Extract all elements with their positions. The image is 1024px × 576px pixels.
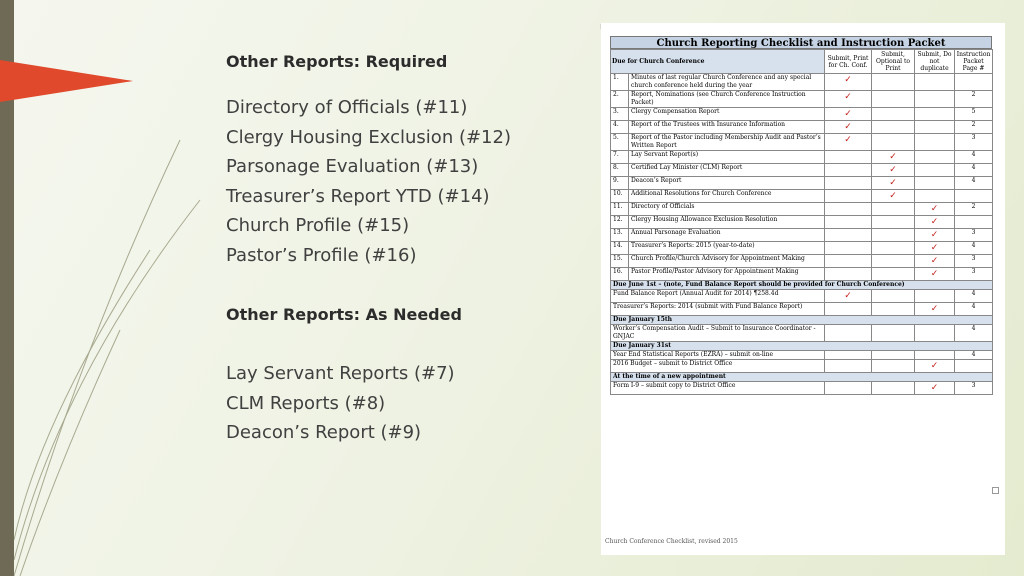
table-row — [611, 290, 993, 303]
check-cell: ✓ — [825, 74, 872, 91]
check-cell — [872, 290, 915, 303]
required-item: Parsonage Evaluation (#13) — [226, 156, 479, 177]
row-number: 15. — [611, 255, 629, 268]
check-cell — [872, 134, 915, 151]
row-number: 11. — [611, 203, 629, 216]
check-cell — [872, 242, 915, 255]
table-row — [611, 121, 993, 134]
check-cell — [872, 121, 915, 134]
section-header: Due January 15th — [611, 316, 993, 325]
check-cell — [825, 303, 872, 316]
check-cell: ✓ — [825, 91, 872, 108]
resize-handle[interactable] — [992, 487, 999, 494]
check-cell — [872, 360, 915, 373]
row-number: 16. — [611, 268, 629, 281]
check-cell — [825, 203, 872, 216]
check-cell — [825, 190, 872, 203]
check-cell — [872, 303, 915, 316]
table-row — [611, 151, 993, 164]
table-row — [611, 177, 993, 190]
check-cell: ✓ — [872, 190, 915, 203]
table-header-row — [611, 50, 993, 74]
as-needed-item: CLM Reports (#8) — [226, 393, 386, 414]
check-cell — [872, 216, 915, 229]
page-number-cell: 3 — [955, 255, 993, 268]
row-label: Directory of Officials — [629, 203, 825, 216]
page-number-cell — [955, 190, 993, 203]
check-cell — [825, 229, 872, 242]
section-header: Due January 31st — [611, 342, 993, 351]
check-cell — [825, 255, 872, 268]
table-row — [611, 255, 993, 268]
table-row — [611, 164, 993, 177]
page-number-cell: 3 — [955, 229, 993, 242]
page-number-cell: 4 — [955, 164, 993, 177]
page-number-cell: 2 — [955, 121, 993, 134]
table-row — [611, 268, 993, 281]
page-number-cell: 4 — [955, 177, 993, 190]
check-cell: ✓ — [825, 108, 872, 121]
row-label: Minutes of last regular Church Conference and any special church conference held during the year — [629, 74, 825, 91]
page-number-cell: 2 — [955, 91, 993, 108]
table-row — [611, 242, 993, 255]
page-number-cell: 5 — [955, 108, 993, 121]
check-cell — [825, 382, 872, 395]
check-cell — [915, 190, 955, 203]
table-row — [611, 190, 993, 203]
check-cell — [872, 229, 915, 242]
checklist-document — [601, 23, 1005, 555]
row-label: Deacon’s Report — [629, 177, 825, 190]
required-item: Church Profile (#15) — [226, 215, 410, 236]
page-number-cell: 4 — [955, 351, 993, 360]
page-number-cell: 3 — [955, 268, 993, 281]
check-cell — [872, 268, 915, 281]
check-cell — [825, 177, 872, 190]
table-row — [611, 216, 993, 229]
section-header-row — [611, 373, 993, 382]
row-label: Annual Parsonage Evaluation — [629, 229, 825, 242]
check-cell — [915, 108, 955, 121]
row-number: 13. — [611, 229, 629, 242]
row-label: Lay Servant Report(s) — [629, 151, 825, 164]
check-cell — [825, 242, 872, 255]
page-number-cell — [955, 360, 993, 373]
check-cell — [825, 351, 872, 360]
table-row — [611, 203, 993, 216]
page-number-cell: 2 — [955, 203, 993, 216]
check-cell — [825, 360, 872, 373]
row-number: 12. — [611, 216, 629, 229]
row-label: Additional Resolutions for Church Conference — [629, 190, 825, 203]
check-cell — [825, 164, 872, 177]
row-label: Church Profile/Church Advisory for Appointment Making — [629, 255, 825, 268]
check-cell — [872, 91, 915, 108]
check-cell: ✓ — [915, 216, 955, 229]
document-footer: Church Conference Checklist, revised 2015 — [605, 538, 738, 545]
column-header: Submit, Optional to Print — [872, 50, 915, 74]
row-label: Report of the Pastor including Membership Audit and Pastor’s Written Report — [629, 134, 825, 151]
row-number: 8. — [611, 164, 629, 177]
as-needed-item: Lay Servant Reports (#7) — [226, 363, 455, 384]
check-cell: ✓ — [915, 382, 955, 395]
row-label: Worker’s Compensation Audit – Submit to Insurance Coordinator - GNJAC — [611, 325, 825, 342]
check-cell — [915, 177, 955, 190]
row-label: Report, Nominations (see Church Conference Instruction Packet) — [629, 91, 825, 108]
check-cell — [825, 325, 872, 342]
row-label: Treasurer’s Reports: 2014 (submit with Fund Balance Report) — [611, 303, 825, 316]
table-row — [611, 108, 993, 121]
row-label: Year End Statistical Reports (EZRA) – submit on-line — [611, 351, 825, 360]
check-cell: ✓ — [825, 121, 872, 134]
table-row — [611, 229, 993, 242]
row-label: Report of the Trustees with Insurance Information — [629, 121, 825, 134]
check-cell — [915, 74, 955, 91]
page-number-cell — [955, 216, 993, 229]
row-number: 4. — [611, 121, 629, 134]
check-cell: ✓ — [915, 268, 955, 281]
check-cell: ✓ — [825, 290, 872, 303]
page-number-cell: 4 — [955, 151, 993, 164]
section-header-row — [611, 316, 993, 325]
as-needed-item: Deacon’s Report (#9) — [226, 422, 422, 443]
column-header: Submit, Print for Ch. Conf. — [825, 50, 872, 74]
check-cell — [915, 151, 955, 164]
check-cell — [915, 290, 955, 303]
table-row — [611, 74, 993, 91]
page-number-cell: 4 — [955, 303, 993, 316]
table-row — [611, 360, 993, 373]
row-number: 14. — [611, 242, 629, 255]
check-cell — [872, 351, 915, 360]
check-cell — [825, 151, 872, 164]
row-label: Form I-9 – submit copy to District Office — [611, 382, 825, 395]
column-header: Instruction Packet Page # — [955, 50, 993, 74]
check-cell — [872, 325, 915, 342]
check-cell — [915, 134, 955, 151]
section-header: Due June 1st – (note, Fund Balance Report should be provided for Church Conference) — [611, 281, 993, 290]
table-row — [611, 382, 993, 395]
table-row — [611, 134, 993, 151]
row-number: 7. — [611, 151, 629, 164]
row-label: Clergy Compensation Report — [629, 108, 825, 121]
check-cell — [915, 164, 955, 177]
check-cell — [872, 255, 915, 268]
check-cell: ✓ — [915, 255, 955, 268]
checklist-table — [610, 49, 993, 395]
row-number: 2. — [611, 91, 629, 108]
arrow-accent — [0, 60, 133, 102]
check-cell — [915, 121, 955, 134]
table-row — [611, 325, 993, 342]
required-item: Directory of Officials (#11) — [226, 97, 468, 118]
check-cell: ✓ — [825, 134, 872, 151]
row-number: 1. — [611, 74, 629, 91]
page-number-cell: 4 — [955, 242, 993, 255]
check-cell — [825, 216, 872, 229]
row-label: 2016 Budget – submit to District Office — [611, 360, 825, 373]
required-item: Clergy Housing Exclusion (#12) — [226, 127, 511, 148]
check-cell: ✓ — [915, 203, 955, 216]
check-cell: ✓ — [915, 242, 955, 255]
section-header: At the time of a new appointment — [611, 373, 993, 382]
check-cell: ✓ — [872, 177, 915, 190]
row-label: Certified Lay Minister (CLM) Report — [629, 164, 825, 177]
check-cell — [872, 203, 915, 216]
check-cell — [915, 351, 955, 360]
heading-as-needed: Other Reports: As Needed — [226, 305, 462, 324]
column-header: Submit, Do not duplicate — [915, 50, 955, 74]
row-label: Clergy Housing Allowance Exclusion Resolution — [629, 216, 825, 229]
row-number: 9. — [611, 177, 629, 190]
page-number-cell: 3 — [955, 382, 993, 395]
check-cell: ✓ — [915, 360, 955, 373]
row-number: 10. — [611, 190, 629, 203]
row-label: Fund Balance Report (Annual Audit for 2014) ¶258.4d — [611, 290, 825, 303]
table-row — [611, 91, 993, 108]
column-header: Due for Church Conference — [611, 50, 825, 74]
check-cell — [915, 91, 955, 108]
check-cell: ✓ — [915, 303, 955, 316]
table-row — [611, 351, 993, 360]
check-cell — [872, 74, 915, 91]
section-header-row — [611, 281, 993, 290]
row-number: 5. — [611, 134, 629, 151]
check-cell — [872, 382, 915, 395]
check-cell: ✓ — [915, 229, 955, 242]
check-cell: ✓ — [872, 151, 915, 164]
required-item: Pastor’s Profile (#16) — [226, 245, 417, 266]
section-header-row — [611, 342, 993, 351]
row-label: Treasurer’s Reports: 2015 (year-to-date) — [629, 242, 825, 255]
page-number-cell — [955, 74, 993, 91]
check-cell: ✓ — [872, 164, 915, 177]
row-number: 3. — [611, 108, 629, 121]
required-item: Treasurer’s Report YTD (#14) — [226, 186, 490, 207]
check-cell — [825, 268, 872, 281]
page-number-cell: 4 — [955, 325, 993, 342]
page-number-cell: 4 — [955, 290, 993, 303]
heading-required: Other Reports: Required — [226, 52, 448, 71]
check-cell — [872, 108, 915, 121]
table-row — [611, 303, 993, 316]
document-title: Church Reporting Checklist and Instruction Packet — [610, 36, 992, 49]
check-cell — [915, 325, 955, 342]
row-label: Pastor Profile/Pastor Advisory for Appointment Making — [629, 268, 825, 281]
page-number-cell: 3 — [955, 134, 993, 151]
